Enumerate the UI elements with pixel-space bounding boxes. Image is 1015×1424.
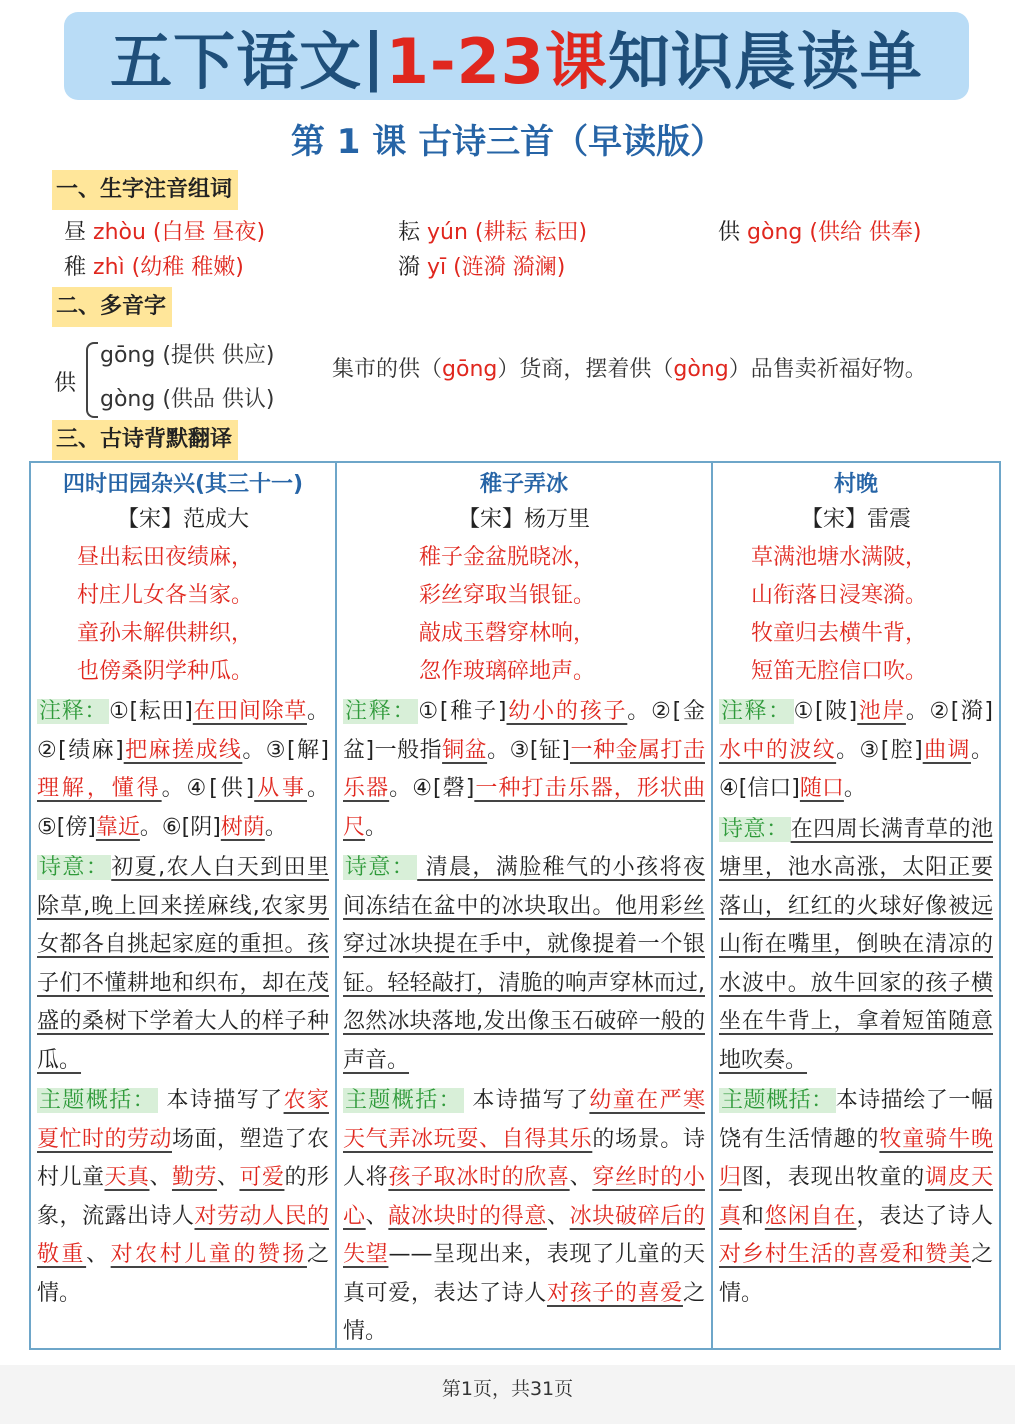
word-group: (涟漪 漪澜) (453, 255, 566, 280)
label-tag: 主题概括： (345, 1088, 462, 1113)
text-segment: 本诗描写了 (464, 1088, 590, 1113)
sentence-part: ）品售卖祈福好物。 (728, 357, 927, 382)
key-phrase: 幼小的孩子 (506, 699, 628, 724)
key-phrase: 一种金属打击乐器 (343, 737, 705, 801)
word-group: (耕耘 耘田) (474, 220, 588, 245)
label-tag: 诗意： (721, 816, 789, 842)
key-phrase: 一种打击乐器，形状曲尺 (343, 776, 705, 840)
label-tag: 诗意： (345, 855, 416, 880)
text-segment: 。④[信口] (719, 737, 993, 801)
poem-meaning (37, 849, 329, 1080)
header-banner (64, 12, 969, 100)
text-segment: 的场景。诗人将 (343, 1126, 705, 1190)
key-phrase: 对乡村生活的喜爱和赞美 (719, 1242, 971, 1267)
poems-table (29, 461, 1001, 1350)
poem-line: 忽作玻璃碎地声。 (419, 659, 596, 684)
word-group: (幼稚 稚嫩) (131, 255, 244, 280)
text-segment: 之情。 (37, 1242, 329, 1306)
text-segment: ①[稚子] (418, 699, 507, 724)
text-segment: 。 (365, 814, 388, 840)
poem-line: 稚子金盆脱晓冰， (419, 545, 596, 570)
polyphone-reading: gòng (供品 供认) (100, 387, 275, 412)
key-phrase: 在田间除草 (192, 699, 307, 724)
text-segment: 。④[磬] (389, 776, 475, 801)
text-segment: 。③[解] (242, 737, 330, 763)
word-group: (供给 供奉) (809, 220, 922, 245)
key-phrase: 理解，懂得 (37, 776, 162, 801)
key-phrase: 牧童骑牛晚归 (719, 1126, 993, 1190)
poem-meaning (719, 811, 993, 1081)
char: 供 (718, 220, 741, 245)
poem-title: 四时田园杂兴(其三十一) (62, 472, 304, 497)
key-phrase: 树荫 (220, 814, 265, 840)
key-phrase: 天真 (104, 1165, 150, 1190)
new-char-row (718, 218, 922, 248)
section-heading-poems: 三、古诗背默翻译 (52, 420, 238, 460)
key-phrase: 从事 (254, 776, 307, 801)
poem-line: 村庄儿女各当家。 (77, 583, 254, 608)
text-segment: 初夏,农人白天到田里除草,晚上回来搓麻线,农家男女都各自挑起家庭的重担。孩子们不懂耕地和织布，却在茂盛的桑树下学着大人的样子种瓜。 (37, 855, 329, 1073)
pinyin: yī (427, 255, 447, 280)
text-segment: 。②[绩麻] (37, 699, 329, 763)
text-segment: 本诗描写了 (158, 1088, 284, 1113)
label-tag: 注释： (721, 699, 792, 724)
poem-line: 童孙未解供耕织， (77, 621, 254, 646)
poem-line: 短笛无腔信口吹。 (751, 659, 928, 684)
new-char-row (398, 253, 565, 283)
key-phrase: 池岸 (857, 699, 906, 724)
text-segment: 、 (546, 1203, 570, 1229)
banner-subject: 五下语文 (110, 24, 363, 98)
text-segment: 清晨，满脸稚气的小孩将夜间冻结在盆中的冰块取出。他用彩丝穿过冰块提在手中，就像提着一个银钲。轻轻敲打，清脆的响声穿林而过,忽然冰块落地,发出像玉石破碎一般的声音。 (343, 855, 705, 1073)
key-phrase: 悠闲自在 (764, 1203, 857, 1229)
poem-line: 牧童归去横牛背， (751, 621, 928, 646)
polyphone-reading: gōng (提供 供应) (100, 343, 275, 368)
pinyin: zhì (93, 255, 125, 280)
lesson-title: 第 1 课 古诗三首（早读版） (290, 122, 725, 162)
word-group: (白昼 昼夜) (152, 220, 266, 245)
new-char-row (398, 218, 587, 248)
text-segment: 。③[腔] (836, 737, 923, 763)
key-phrase: 把麻搓成线 (123, 737, 243, 763)
text-segment: 。④[供] (161, 776, 255, 801)
poem-title: 村晚 (833, 472, 878, 497)
text-segment: 场面，塑造了农村儿童 (37, 1126, 329, 1190)
char: 稚 (64, 255, 87, 280)
page-footer: 第1页，共31页 (441, 1378, 574, 1400)
key-phrase: 幼童在严寒天气弄冰玩耍、自得其乐 (343, 1088, 705, 1152)
poem-author: 【宋】雷震 (800, 507, 911, 532)
sentence-pinyin: gōng (442, 357, 498, 382)
new-char-row (64, 218, 265, 248)
text-segment: 的形象，流露出诗人 (37, 1165, 329, 1229)
poem-line: 草满池塘水满陂， (751, 545, 928, 570)
poem-line: 也傍桑阴学种瓜。 (77, 659, 254, 684)
new-char-row (64, 253, 244, 283)
poem-theme (37, 1082, 329, 1313)
text-segment: 、 (365, 1203, 389, 1229)
banner-tail: 知识晨读单 (607, 24, 923, 98)
poem-line: 彩丝穿取当银钲。 (419, 583, 596, 608)
polyphone-char: 供 (54, 371, 77, 396)
text-segment: 和 (741, 1203, 765, 1229)
key-phrase: 冰块破碎后的失望 (343, 1203, 705, 1267)
text-segment: ①[陂] (793, 699, 858, 724)
poem-notes (343, 693, 705, 847)
poem-line: 敲成玉磬穿林响， (419, 621, 596, 646)
key-phrase: 随口 (799, 776, 844, 801)
poem-theme (719, 1082, 993, 1313)
text-segment: 、 (149, 1165, 172, 1190)
poem-column (335, 463, 711, 1348)
text-segment: ——呈现出来，表现了儿童的天真可爱，表达了诗人 (343, 1242, 705, 1306)
text-segment: 。⑤[傍] (37, 776, 329, 840)
key-phrase: 孩子取冰时的欣喜 (388, 1165, 570, 1190)
poem-author: 【宋】范成大 (116, 507, 249, 532)
poem-author: 【宋】杨万里 (457, 507, 590, 532)
text-segment: 。②[金盆]一般指 (343, 699, 705, 763)
text-segment: 。③[钲] (487, 737, 570, 763)
text-segment: ①[耘田] (109, 699, 193, 724)
section-heading-polyphone: 二、多音字 (52, 287, 172, 327)
key-phrase: 水中的波纹 (719, 737, 837, 763)
key-phrase: 可爱 (239, 1165, 285, 1190)
pinyin: zhòu (93, 220, 146, 245)
char: 耘 (398, 220, 421, 245)
poem-title: 稚子弄冰 (479, 472, 568, 497)
label-tag: 注释： (39, 699, 108, 724)
poem-notes (719, 693, 993, 809)
text-segment: 。⑥[阴] (139, 814, 221, 840)
key-phrase: 铜盆 (442, 737, 488, 763)
brace (86, 342, 98, 418)
pinyin: gòng (747, 220, 803, 245)
key-phrase: 勤劳 (171, 1165, 217, 1190)
key-phrase: 调皮天真 (719, 1165, 993, 1229)
label-tag: 注释： (345, 699, 417, 724)
key-phrase: 敲冰块时的得意 (388, 1203, 547, 1229)
poem-notes (37, 693, 329, 847)
text-segment: 之情。 (719, 1242, 993, 1306)
poem-theme (343, 1082, 705, 1352)
text-segment: 在四周长满青草的池塘里，池水高涨，太阳正要落山，红红的火球好像被远山衔在嘴里，倒映在清凉的水波中。放牛回家的孩子横坐在牛背上，拿着短笛随意地吹奏。 (719, 816, 993, 1073)
text-segment: 、 (569, 1165, 593, 1190)
section-heading-new-chars: 一、生字注音组词 (52, 170, 238, 210)
key-phrase: 农家夏忙时的劳动 (37, 1088, 329, 1152)
key-phrase: 曲调 (922, 737, 971, 763)
text-segment: 本诗描绘了一幅饶有生活情趣的 (719, 1088, 993, 1152)
poem-column (711, 463, 999, 1348)
text-segment: 。 (264, 814, 287, 840)
poem-meaning (343, 849, 705, 1080)
text-segment: ，表达了诗人 (856, 1203, 993, 1229)
polyphone-sentence (332, 352, 927, 383)
char: 漪 (398, 255, 421, 280)
label-tag: 主题概括： (721, 1088, 834, 1113)
key-phrase: 对农村儿童的赞扬 (110, 1242, 307, 1267)
pinyin: yún (427, 220, 468, 245)
text-segment: 、 (216, 1165, 240, 1190)
poem-line: 昼出耘田夜绩麻， (77, 545, 254, 570)
label-tag: 主题概括： (39, 1088, 157, 1113)
text-segment: 图，表现出牧童的 (741, 1165, 926, 1190)
text-segment: 、 (86, 1242, 111, 1267)
banner-separator: | (362, 19, 386, 93)
key-phrase: 对劳动人民的敬重 (37, 1203, 329, 1267)
key-phrase: 对孩子的喜爱 (546, 1280, 683, 1306)
sentence-part: 集市的供（ (332, 357, 443, 382)
text-segment: 之情。 (343, 1280, 705, 1344)
key-phrase: 靠近 (95, 814, 140, 840)
sentence-pinyin: gòng (673, 357, 729, 382)
poem-column (31, 463, 335, 1348)
label-tag: 诗意： (39, 855, 110, 880)
char: 昼 (64, 220, 87, 245)
banner-range: 1-23课 (385, 24, 608, 98)
sentence-part: ）货商，摆着供（ (497, 357, 674, 382)
text-segment: 。②[漪] (905, 699, 994, 724)
poem-line: 山衔落日浸寒漪。 (751, 583, 928, 608)
text-segment: 。 (843, 776, 866, 801)
key-phrase: 穿丝时的小心 (343, 1165, 705, 1229)
